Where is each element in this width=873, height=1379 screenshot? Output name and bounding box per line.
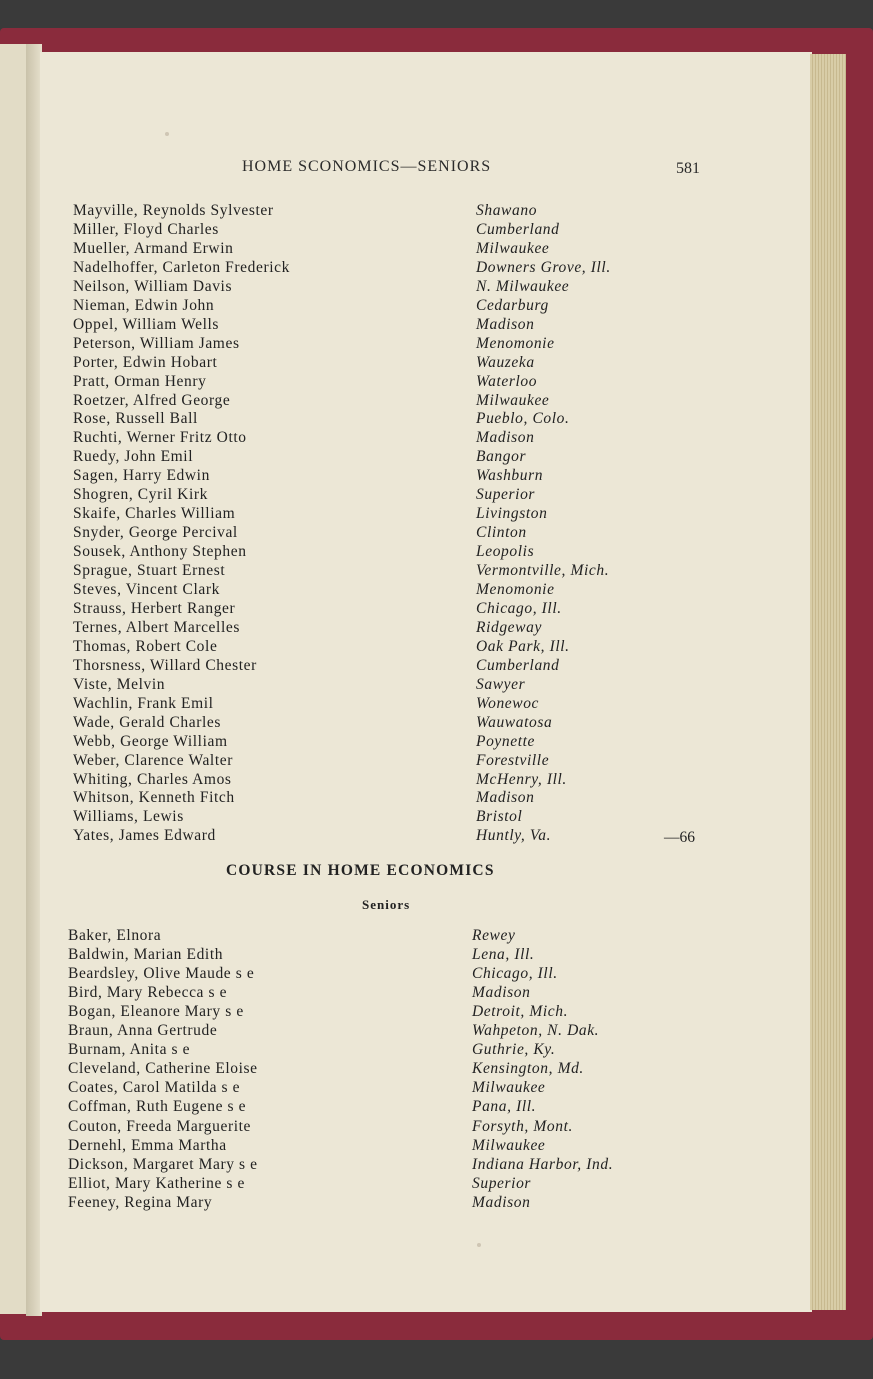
student-name: Feeney, Regina Mary (68, 1193, 213, 1211)
student-name: Nadelhoffer, Carleton Frederick (73, 258, 290, 276)
student-hometown: N. Milwaukee (476, 277, 570, 295)
student-hometown: Downers Grove, Ill. (476, 258, 611, 276)
student-hometown: Lena, Ill. (472, 946, 535, 964)
student-hometown: Guthrie, Ky. (472, 1041, 556, 1059)
student-hometown: Vermontville, Mich. (476, 562, 610, 580)
student-hometown: Cumberland (476, 220, 560, 238)
student-name: Coates, Carol Matilda s e (68, 1079, 241, 1097)
student-name: Mayville, Reynolds Sylvester (73, 202, 274, 219)
student-hometown: Waterloo (476, 372, 538, 390)
student-name: Burnam, Anita s e (68, 1041, 191, 1059)
student-hometown: Wauzeka (476, 353, 535, 371)
student-name: Shogren, Cyril Kirk (73, 486, 208, 504)
student-hometown: Indiana Harbor, Ind. (472, 1155, 614, 1173)
student-hometown: Menomonie (476, 334, 555, 352)
student-hometown: Wauwatosa (476, 713, 553, 731)
student-hometown: Leopolis (476, 543, 535, 561)
student-name: Couton, Freeda Marguerite (68, 1117, 252, 1135)
student-hometown: Milwaukee (476, 239, 550, 257)
student-hometown: Shawano (476, 202, 538, 219)
student-name: Porter, Edwin Hobart (73, 353, 218, 371)
count-mark: —66 (664, 829, 695, 846)
student-name: Braun, Anna Gertrude (68, 1022, 218, 1040)
student-hometown: McHenry, Ill. (476, 770, 567, 788)
student-hometown: Menomonie (476, 581, 555, 598)
student-hometown: Pana, Ill. (472, 1098, 537, 1116)
student-hometown: Madison (476, 315, 535, 333)
student-name: Roetzer, Alfred George (73, 391, 231, 409)
student-name: Elliot, Mary Katherine s e (68, 1174, 246, 1192)
student-hometown: Madison (476, 429, 535, 447)
student-hometown: Madison (472, 1193, 531, 1211)
student-name: Mueller, Armand Erwin (73, 239, 234, 257)
student-hometown: Milwaukee (472, 1136, 546, 1154)
student-name: Bird, Mary Rebecca s e (68, 984, 228, 1002)
paper-speck (477, 1243, 481, 1247)
student-name: Ruchti, Werner Fritz Otto (73, 429, 247, 447)
student-name: Sprague, Stuart Ernest (73, 562, 226, 580)
student-hometown: Chicago, Ill. (476, 599, 562, 617)
student-hometown: Rewey (472, 927, 516, 944)
student-hometown: Wonewoc (476, 694, 540, 712)
student-hometown: Cedarburg (476, 296, 549, 314)
student-hometown: Madison (472, 984, 531, 1002)
student-name: Williams, Lewis (73, 808, 184, 826)
student-name: Dernehl, Emma Martha (68, 1136, 227, 1154)
student-name: Oppel, William Wells (73, 315, 220, 333)
student-hometown: Cumberland (476, 656, 560, 674)
student-name: Beardsley, Olive Maude s e (68, 965, 255, 983)
student-name: Sagen, Harry Edwin (73, 467, 210, 485)
student-name: Pratt, Orman Henry (73, 372, 207, 390)
student-name: Wachlin, Frank Emil (73, 694, 214, 712)
student-name: Coffman, Ruth Eugene s e (68, 1098, 247, 1116)
student-name: Thorsness, Willard Chester (73, 656, 257, 674)
student-name: Wade, Gerald Charles (73, 713, 222, 731)
student-name: Cleveland, Catherine Eloise (68, 1060, 258, 1078)
student-name: Dickson, Margaret Mary s e (68, 1155, 258, 1173)
student-hometown: Milwaukee (472, 1079, 546, 1097)
student-hometown: Forsyth, Mont. (472, 1117, 573, 1135)
student-name: Whitson, Kenneth Fitch (73, 789, 235, 807)
student-hometown: Ridgeway (476, 618, 542, 636)
student-hometown: Livingston (476, 505, 548, 523)
student-name: Neilson, William Davis (73, 277, 233, 295)
student-name: Yates, James Edward (73, 827, 216, 845)
student-hometown: Sawyer (476, 675, 526, 693)
student-hometown: Huntly, Va. (476, 827, 552, 845)
student-hometown: Milwaukee (476, 391, 550, 409)
student-hometown: Washburn (476, 467, 544, 485)
running-head: HOME SCONOMICS—SENIORS (242, 158, 492, 175)
seniors-subheading: Seniors (362, 897, 411, 912)
student-hometown: Bristol (476, 808, 523, 826)
student-name: Steves, Vincent Clark (73, 581, 220, 598)
student-hometown: Bangor (476, 448, 527, 466)
student-name: Baldwin, Marian Edith (68, 946, 224, 964)
student-hometown: Kensington, Md. (472, 1060, 584, 1078)
student-name: Snyder, George Percival (73, 524, 238, 542)
student-hometown: Poynette (476, 732, 536, 750)
student-name: Baker, Elnora (68, 927, 162, 944)
student-name: Thomas, Robert Cole (73, 637, 218, 655)
student-hometown: Clinton (476, 524, 527, 542)
student-name: Bogan, Eleanore Mary s e (68, 1003, 244, 1021)
student-name: Miller, Floyd Charles (73, 220, 219, 238)
student-name: Ruedy, John Emil (73, 448, 194, 466)
student-name: Sousek, Anthony Stephen (73, 543, 247, 561)
course-heading: COURSE IN HOME ECONOMICS (226, 862, 495, 879)
paper-speck (165, 132, 169, 136)
student-hometown: Superior (472, 1174, 532, 1192)
student-name: Rose, Russell Ball (73, 410, 198, 428)
previous-page-edge (0, 44, 28, 1314)
student-hometown: Superior (476, 486, 536, 504)
student-name: Strauss, Herbert Ranger (73, 599, 236, 617)
page-edges (810, 54, 846, 1310)
student-name: Skaife, Charles William (73, 505, 236, 523)
student-name: Ternes, Albert Marcelles (73, 618, 240, 636)
student-hometown: Madison (476, 789, 535, 807)
student-name: Peterson, William James (73, 334, 240, 352)
student-hometown: Forestville (476, 751, 550, 769)
student-name: Webb, George William (73, 732, 228, 750)
student-hometown: Chicago, Ill. (472, 965, 558, 983)
student-hometown: Detroit, Mich. (472, 1003, 569, 1021)
page-number: 581 (676, 160, 700, 177)
student-name: Weber, Clarence Walter (73, 751, 233, 769)
student-name: Viste, Melvin (73, 675, 166, 693)
student-hometown: Oak Park, Ill. (476, 637, 570, 655)
student-hometown: Wahpeton, N. Dak. (472, 1022, 600, 1040)
student-name: Whiting, Charles Amos (73, 770, 232, 788)
student-name: Nieman, Edwin John (73, 296, 215, 314)
student-hometown: Pueblo, Colo. (476, 410, 570, 428)
